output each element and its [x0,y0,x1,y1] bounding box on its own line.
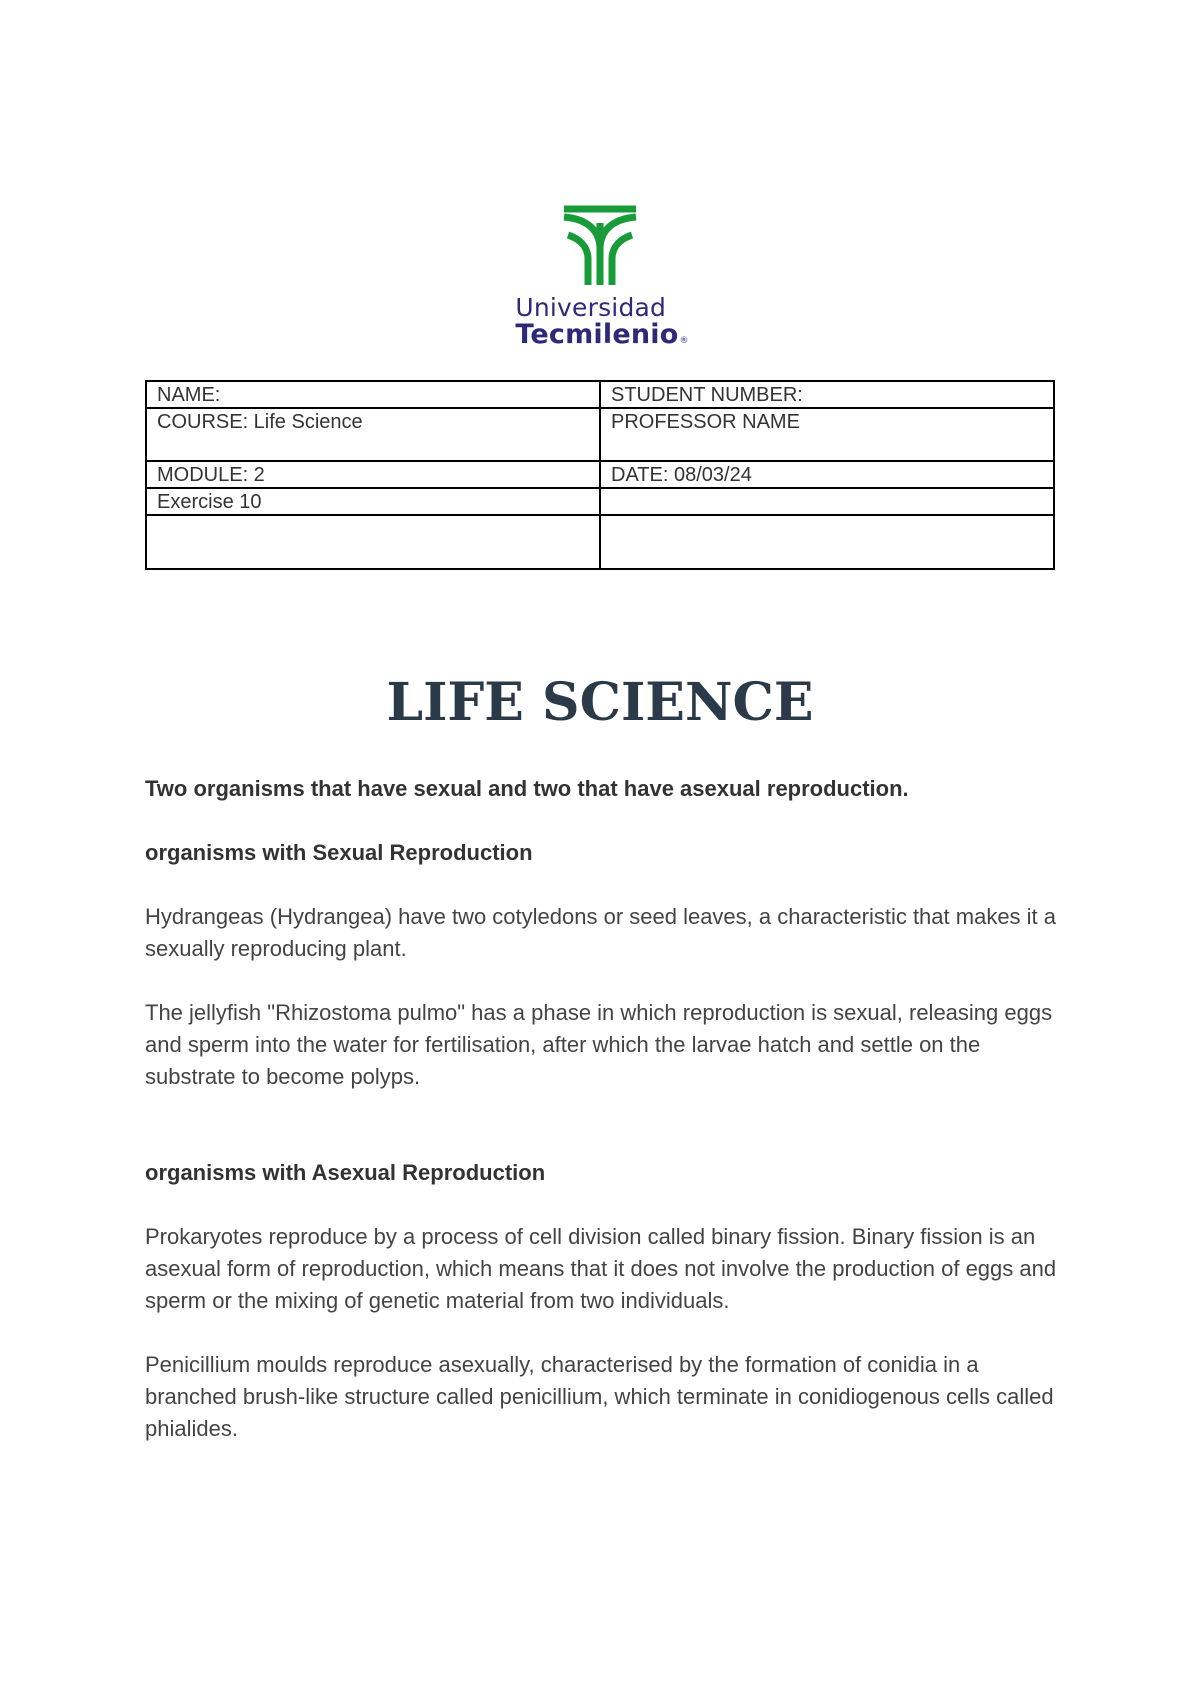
asexual-paragraph-prokaryotes: Prokaryotes reproduce by a process of cell division called binary fission. Binary fission is an asexual form of reproduction, which means that it does not involve the production of eggs and sperm or the mixing of genetic material from two individuals. [145,1224,1057,1313]
exercise-cell: Exercise 10 [146,488,600,515]
empty-cell [146,515,600,569]
sexual-paragraph-jellyfish: The jellyfish "Rhizostoma pulmo" has a phase in which reproduction is sexual, releasing eggs and sperm into the water for fertilisation, after which the larvae hatch and settle on the substrate to become polyps. [145,1000,1053,1089]
logo-line-universidad: Universidad [515,293,667,322]
table-row [146,488,1054,515]
table-row [146,515,1054,569]
student-number-cell: STUDENT NUMBER: [600,381,1054,408]
document-title: LIFE SCIENCE [386,672,814,733]
registered-mark: ® [679,336,689,347]
student-info-table [145,380,1055,570]
logo-line-tecmilenio [515,321,688,349]
asexual-paragraph-penicillium: Penicillium moulds reproduce asexually, characterised by the formation of conidia in a branched brush-like structure called penicillium, which terminate in conidiogenous cells called phialides. [145,1352,1054,1441]
professor-name-cell: PROFESSOR NAME [600,408,1054,461]
asexual-reproduction-heading: organisms with Asexual Reproduction [145,1160,546,1185]
table-row [146,408,1054,461]
tecmilenio-logo-icon [558,205,642,289]
module-cell: MODULE: 2 [146,461,600,488]
empty-cell [600,488,1054,515]
intro-heading: Two organisms that have sexual and two that have asexual reproduction. [145,776,909,801]
document-body [145,773,1065,1477]
name-cell: NAME: [146,381,600,408]
sexual-reproduction-heading: organisms with Sexual Reproduction [145,840,533,865]
sexual-paragraph-hydrangeas: Hydrangeas (Hydrangea) have two cotyledons or seed leaves, a characteristic that makes it a sexually reproducing plant. [145,904,1057,961]
date-cell: DATE: 08/03/24 [600,461,1054,488]
course-cell: COURSE: Life Science [146,408,600,461]
logo-wordmark [515,295,688,350]
empty-cell [600,515,1054,569]
table-row [146,381,1054,408]
table-row [146,461,1054,488]
university-logo [0,205,1200,350]
logo-line-tecmilenio-text: Tecmilenio [515,319,679,351]
